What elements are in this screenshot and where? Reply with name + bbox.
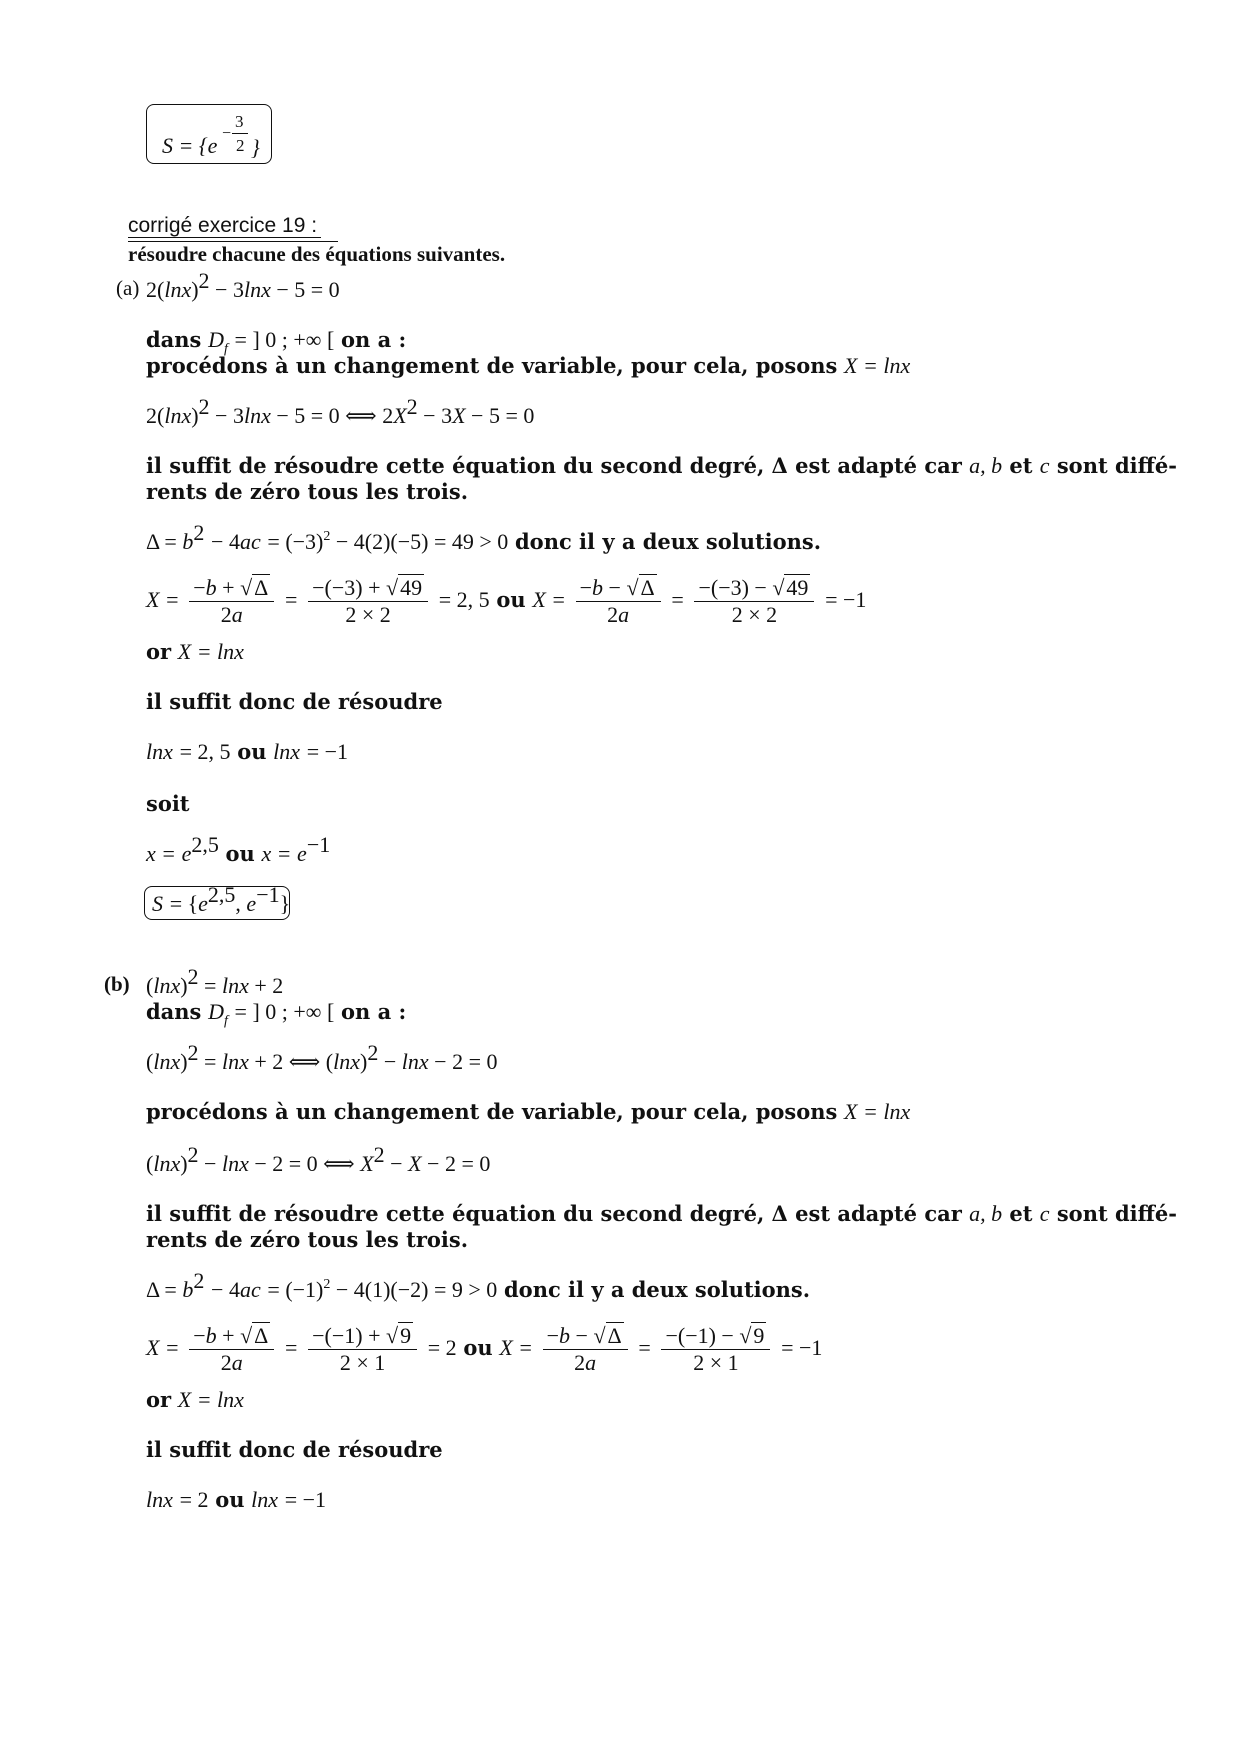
part-b-change-variable: procédons à un changement de variable, pour cela, posons X = lnx [146, 1099, 911, 1124]
previous-solution-exponent-den: 2 [236, 136, 245, 155]
part-a-root-minus: $\frac{-(-3) - √49}{2 \times 2}$ [694, 575, 814, 628]
part-b-root-minus: $\frac{-(-1) - √9}{2 \times 1}$ [661, 1323, 770, 1376]
previous-solution-close: } [251, 135, 260, 160]
part-a-ln-equations: lnx = 2, 5 ou lnx = −1 [146, 739, 349, 764]
part-b-or: or X = lnx [146, 1387, 244, 1412]
previous-solution-exponent-sign: − [222, 125, 232, 142]
part-a-x-equations: $x = e^{2,5}$ ou $x = e^{-1}$ [146, 832, 331, 866]
part-a-suffice-line2: rents de zéro tous les trois. [146, 479, 469, 504]
part-b-equation: $(\ln x)^2 = \ln x + 2$ [146, 964, 284, 998]
part-a-root-plus: $\frac{-(-3) + √49}{2 \times 2}$ [308, 575, 428, 628]
part-a-equivalence: $2(\ln x)^2 - 3\ln x - 5 = 0$ ⟺ $2X^2 - 3X - 5 = 0$ [146, 394, 535, 428]
exercise-instruction: résoudre chacune des équations suivantes. [128, 242, 506, 266]
part-b-equivalence-2: $(\ln x)^2 - \ln x - 2 = 0$ ⟺ $X^2 - X - 2 = 0$ [146, 1142, 491, 1176]
part-a-or: or X = lnx [146, 639, 244, 664]
part-a-roots: X = $\frac{-b + √\Delta}{2a}$ = $\frac{-(-3) + √49}{2 \times 2}$ = 2, 5 ou X = $\frac{-b - √\Delta}{2a}$ = $\frac{-(-3) - √49}{2 \times 2}$ = −1 [146, 575, 867, 627]
previous-solution-exponent-num: 3 [235, 112, 244, 131]
generic-root-plus-b: $\frac{-b + √\Delta}{2a}$ [189, 1323, 274, 1376]
part-a-delta: $\Delta = b^2 - 4ac = (-3)^2 - 4(2)(-5) = 49 > 0$ donc il y a deux solutions. [146, 520, 822, 554]
part-b-suffice-line1: il suffit de résoudre cette équation du second degré, Δ est adapté car a, b et c sont diffé- [146, 1201, 1177, 1226]
part-a-suffice-line1: il suffit de résoudre cette équation du second degré, Δ est adapté car a, b et c sont diffé- [146, 453, 1177, 478]
exercise-title: corrigé exercice 19 : [128, 214, 321, 238]
part-a-soit: soit [146, 791, 190, 816]
part-a-solution: $S = \{e^{2,5}$, $e^{-1}$} [152, 882, 291, 916]
generic-root-minus: $\frac{-b - √\Delta}{2a}$ [576, 575, 661, 628]
part-a-suffice-solve: il suffit donc de résoudre [146, 689, 443, 714]
part-b-suffice-line2: rents de zéro tous les trois. [146, 1227, 469, 1252]
part-a-domain: dans $D_f$ = ] 0 ; +∞ [ on a : [146, 327, 407, 357]
part-b-domain: dans $D_f$ = ] 0 ; +∞ [ on a : [146, 999, 407, 1029]
part-b-delta: $\Delta = b^2 - 4ac = (-1)^2 - 4(1)(-2) = 9 > 0$ donc il y a deux solutions. [146, 1268, 811, 1302]
generic-root-minus-b: $\frac{-b - √\Delta}{2a}$ [543, 1323, 628, 1376]
previous-solution: S = {e [162, 133, 218, 158]
part-b-ln-equations: lnx = 2 ou lnx = −1 [146, 1487, 327, 1512]
part-a-change-variable: procédons à un changement de variable, pour cela, posons X = lnx [146, 353, 911, 378]
part-b-equivalence-1: $(\ln x)^2 = \ln x + 2$ ⟺ $(\ln x)^2 - \ln x - 2 = 0$ [146, 1040, 498, 1074]
part-b-label: (b) [104, 972, 130, 996]
generic-root-plus: $\frac{-b + √\Delta}{2a}$ [189, 575, 274, 628]
part-b-root-plus: $\frac{-(-1) + √9}{2 \times 1}$ [308, 1323, 417, 1376]
part-a-label: (a) [116, 276, 140, 300]
part-b-suffice-solve: il suffit donc de résoudre [146, 1437, 443, 1462]
part-b-roots: X = $\frac{-b + √\Delta}{2a}$ = $\frac{-(-1) + √9}{2 \times 1}$ = 2 ou X = $\frac{-b - √\Delta}{2a}$ = $\frac{-(-1) - √9}{2 \times 1}$ = −1 [146, 1323, 823, 1375]
part-a-equation: $2(\ln x)^2 - 3\ln x - 5 = 0$ [146, 268, 340, 302]
